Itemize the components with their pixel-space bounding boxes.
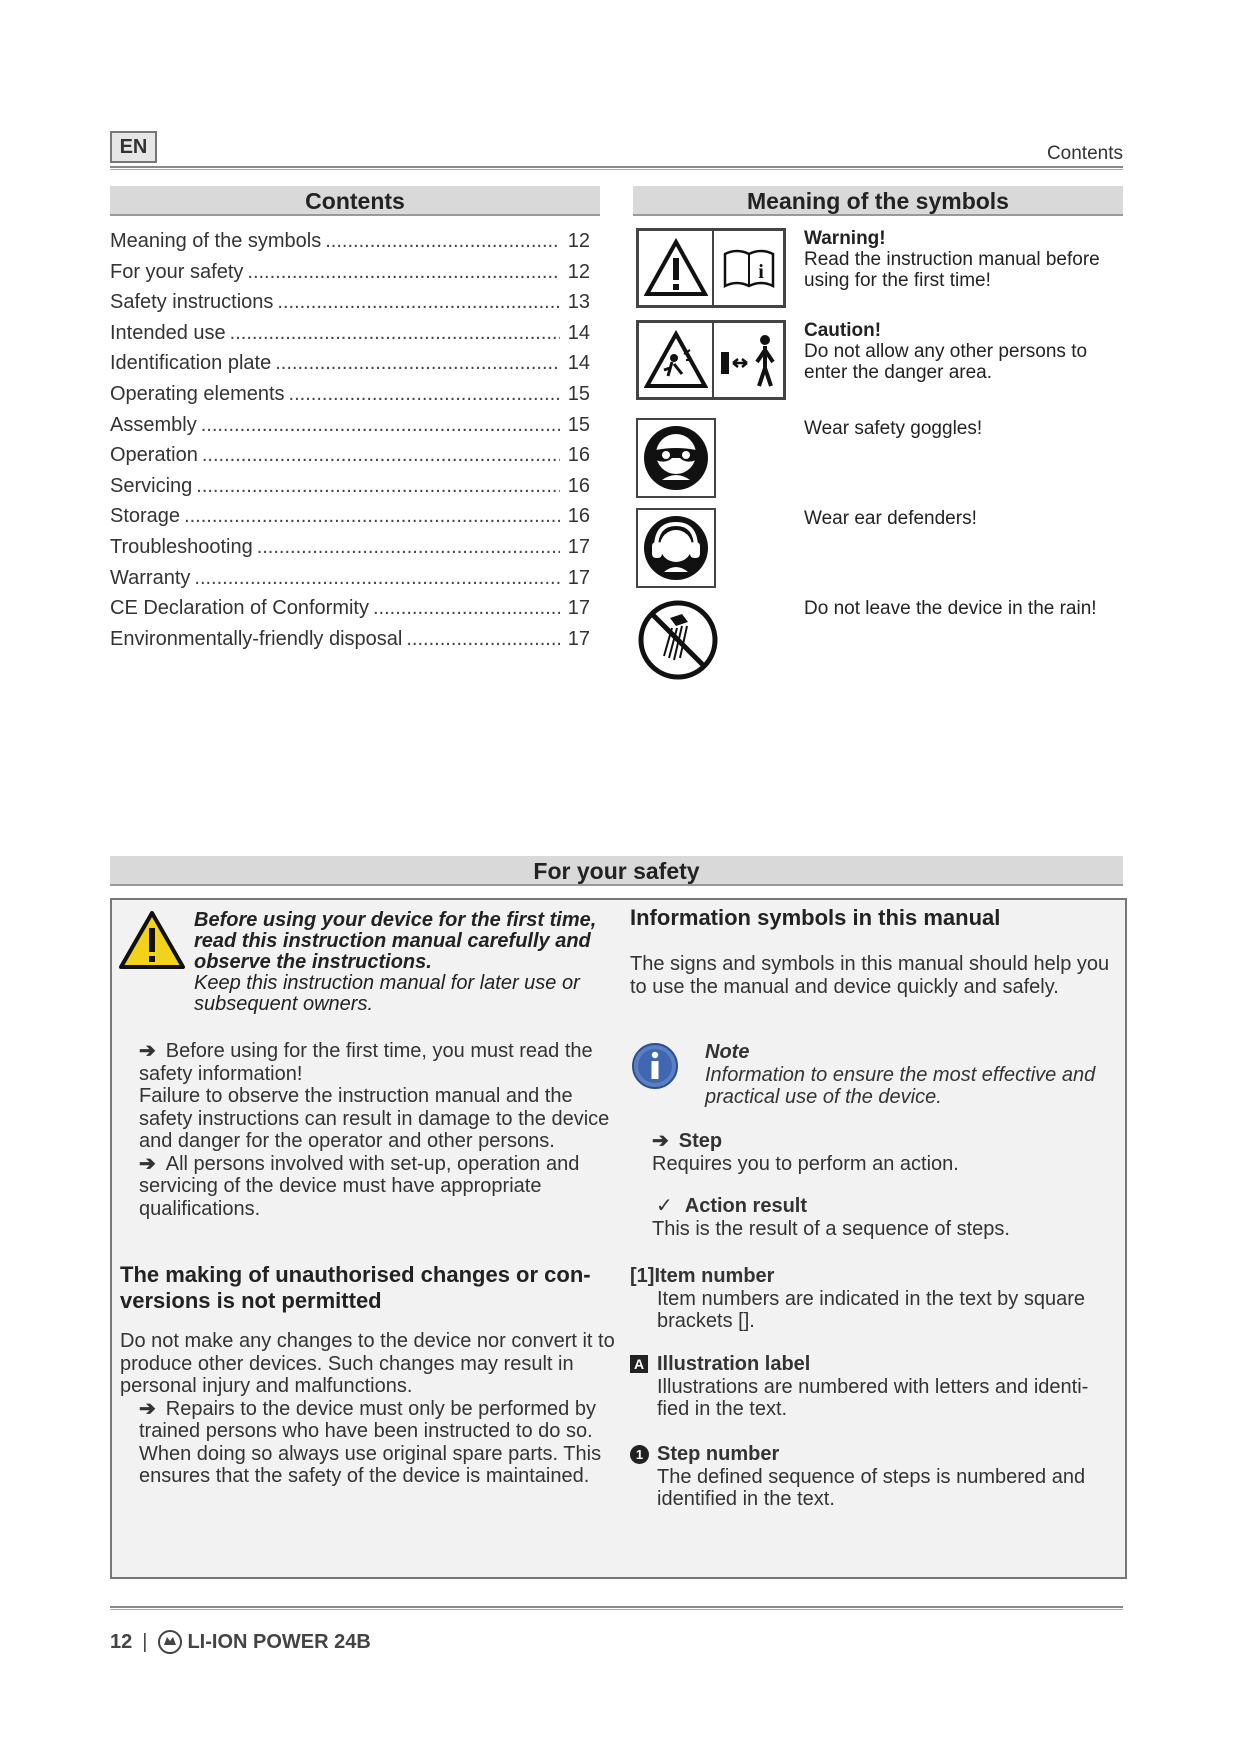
action-result-block: ✓ Action result This is the result of a sequence of steps. xyxy=(652,1195,1010,1240)
safety-point-first-use: ➔ Before using for the first time, you must read the safety information! Failure to observe the instruction manual and the safety instructions can result in damage to the device and danger for the operator and other persons. ➔ All persons involved with set-up, operation and servicing of the device must have appropriate qualifications. xyxy=(139,1040,610,1220)
symbol-description: Caution! Do not allow any other persons to enter the danger area. xyxy=(804,320,1088,383)
toc-entry-label: Meaning of the symbols xyxy=(110,230,322,252)
arrow-icon: ➔ xyxy=(652,1130,669,1152)
toc-entry-label: Operating elements xyxy=(110,382,285,405)
toc-leader-dots xyxy=(277,287,560,318)
info-symbols-text: The signs and symbols in this manual should help you to use the manual and device quickly and safely. xyxy=(630,953,1110,998)
page-number: 12 xyxy=(110,1630,133,1653)
checkmark-icon: ✓ xyxy=(656,1195,673,1217)
page-footer xyxy=(110,1629,371,1655)
illustration-label-block: A Illustration label Illustrations are numbered with letters and identi-fied in the text. xyxy=(630,1353,1120,1421)
symbol-box xyxy=(636,320,786,400)
toc-entry-label: Identification plate xyxy=(110,352,272,375)
item-number-block: [1]Item number Item numbers are indicated in the text by square brackets []. xyxy=(630,1265,1086,1332)
toc-entry[interactable] xyxy=(110,471,590,502)
toc-leader-dots xyxy=(194,563,560,594)
toc-entry-page: 16 xyxy=(567,444,590,467)
toc-entry[interactable] xyxy=(110,624,590,655)
brand-logo xyxy=(157,1629,183,1655)
info-icon xyxy=(631,1042,679,1095)
arrow-icon: ➔ xyxy=(139,1152,156,1175)
step-number-block: 1 Step number The defined sequence of steps is numbered and identified in the text. xyxy=(630,1443,1120,1511)
toc-leader-dots xyxy=(275,348,560,379)
symbol-box xyxy=(636,228,786,308)
toc-entry-page: 15 xyxy=(567,413,590,436)
toc-entry[interactable] xyxy=(110,257,590,288)
toc-leader-dots xyxy=(247,257,560,288)
toc-entry[interactable] xyxy=(110,287,590,318)
toc-entry-page: 12 xyxy=(567,230,590,252)
info-symbols-heading: Information symbols in this manual xyxy=(630,905,1001,930)
toc-entry-page: 16 xyxy=(567,474,590,497)
language-badge: EN xyxy=(110,131,157,163)
footer-divider xyxy=(110,1606,1123,1610)
toc-leader-dots xyxy=(230,318,560,349)
no-rain-icon xyxy=(636,598,720,682)
arrow-icon: ➔ xyxy=(139,1397,156,1420)
toc-entry[interactable] xyxy=(110,379,590,410)
toc-entry-label: Operation xyxy=(110,444,198,467)
warning-triangle-icon xyxy=(118,910,186,975)
running-header: Contents xyxy=(1046,143,1123,164)
symbols-heading: Meaning of the symbols xyxy=(633,186,1123,216)
toc-leader-dots xyxy=(196,471,560,502)
toc-entry-label: Environmentally-friendly disposal xyxy=(110,627,403,650)
toc-entry[interactable] xyxy=(110,226,590,257)
toc-entry[interactable] xyxy=(110,440,590,471)
svg-text:i: i xyxy=(757,261,764,283)
toc-entry-label: Intended use xyxy=(110,321,226,344)
toc-entry-label: For your safety xyxy=(110,260,244,283)
product-name: LI-ION POWER 24B xyxy=(187,1630,371,1653)
changes-heading: The making of unauthorised changes or con-versions is not permitted xyxy=(120,1262,591,1313)
toc-entry-label: Warranty xyxy=(110,566,191,589)
manual-info-icon xyxy=(713,230,784,306)
toc-entry[interactable] xyxy=(110,532,590,563)
toc-entry-page: 17 xyxy=(567,535,590,558)
toc-entry[interactable] xyxy=(110,593,590,624)
toc-entry-label: Storage xyxy=(110,505,181,528)
toc-entry-page: 17 xyxy=(567,627,590,650)
arrow-icon: ➔ xyxy=(139,1040,156,1062)
note-block: Note Information to ensure the most effective and practical use of the device. xyxy=(705,1041,1096,1108)
toc-entry-page: 17 xyxy=(567,566,590,589)
toc-leader-dots xyxy=(289,379,560,410)
warning-triangle-icon xyxy=(638,230,713,306)
keep-distance-person-icon xyxy=(713,322,784,398)
toc-entry-label: Servicing xyxy=(110,474,193,497)
toc-leader-dots xyxy=(201,410,560,441)
toc-entry-page: 14 xyxy=(567,352,590,375)
table-of-contents xyxy=(110,226,590,654)
wolf-logo-icon xyxy=(157,1629,183,1655)
ear-defenders-icon xyxy=(636,508,716,588)
safety-goggles-icon xyxy=(636,418,716,498)
toc-entry-page: 14 xyxy=(567,321,590,344)
toc-entry[interactable] xyxy=(110,501,590,532)
symbol-description: Do not leave the device in the rain! xyxy=(804,598,1097,619)
step-number-badge: 1 xyxy=(630,1445,649,1464)
flying-debris-warning-icon xyxy=(638,322,713,398)
safety-heading: For your safety xyxy=(110,856,1123,886)
contents-heading: Contents xyxy=(110,186,600,216)
toc-entry-page: 13 xyxy=(567,291,590,314)
footer-separator: | xyxy=(142,1630,148,1653)
toc-leader-dots xyxy=(406,624,560,655)
safety-intro: Before using your device for the first time, read this instruction manual carefully and observe the instructions. Keep this instruction manual for later use or subsequent owners. xyxy=(194,909,597,1015)
toc-leader-dots xyxy=(325,226,560,257)
toc-leader-dots xyxy=(184,501,560,532)
toc-leader-dots xyxy=(257,532,560,563)
toc-entry-page: 12 xyxy=(567,260,590,283)
toc-leader-dots xyxy=(373,593,560,624)
toc-entry[interactable] xyxy=(110,348,590,379)
symbol-description: Warning! Read the instruction manual before using for the first time! xyxy=(804,228,1100,291)
toc-entry[interactable] xyxy=(110,410,590,441)
illustration-label-badge: A xyxy=(630,1355,648,1373)
toc-entry-label: Assembly xyxy=(110,413,197,436)
symbol-description: Wear ear defenders! xyxy=(804,508,977,529)
changes-body: Do not make any changes to the device nor convert it to produce other devices. Such changes may result in personal injury and malfunctions. ➔ Repairs to the device must only be performed by trained persons who have been instructed to do so. When doing so always use original spare parts. This ensures that the safety of the device is maintained. xyxy=(120,1330,615,1487)
toc-entry-page: 15 xyxy=(567,382,590,405)
toc-entry-label: Safety instructions xyxy=(110,291,274,314)
header-divider xyxy=(110,166,1123,170)
toc-leader-dots xyxy=(202,440,560,471)
symbol-description: Wear safety goggles! xyxy=(804,418,983,439)
toc-entry-page: 16 xyxy=(567,505,590,528)
toc-entry[interactable] xyxy=(110,563,590,594)
step-block: ➔ Step Requires you to perform an action. xyxy=(652,1130,959,1175)
toc-entry-label: Troubleshooting xyxy=(110,535,253,558)
toc-entry-label: CE Declaration of Conformity xyxy=(110,597,369,620)
toc-entry[interactable] xyxy=(110,318,590,349)
toc-entry-page: 17 xyxy=(567,597,590,620)
